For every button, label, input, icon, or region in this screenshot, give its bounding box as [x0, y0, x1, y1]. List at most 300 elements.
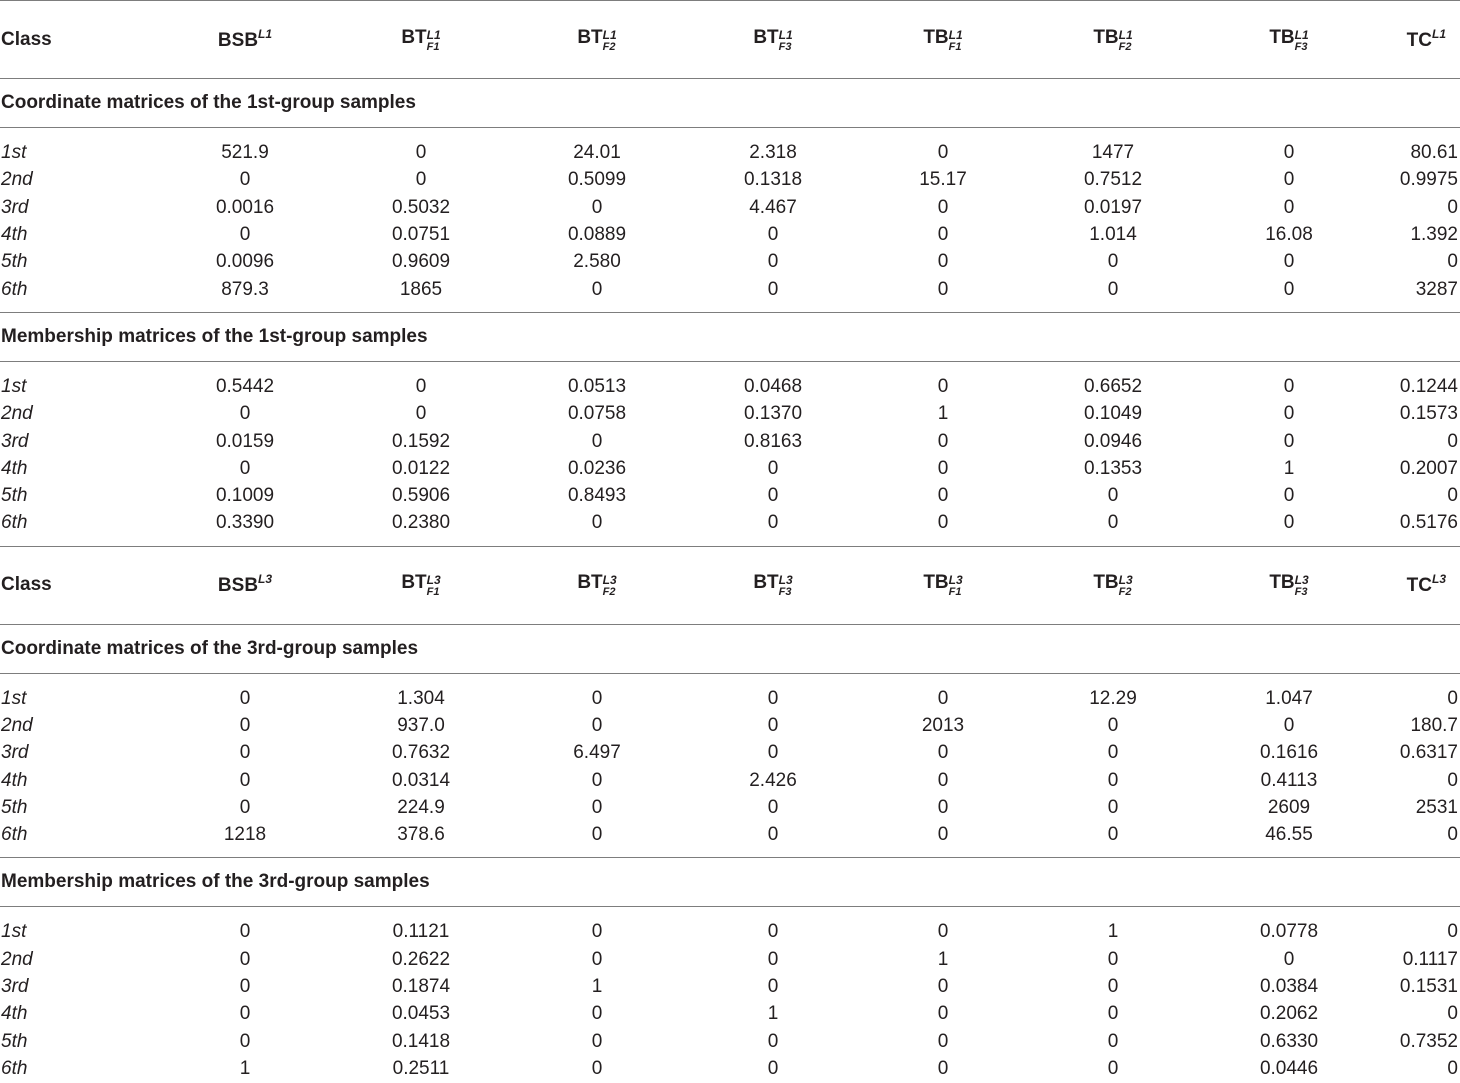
table-cell: 0 — [767, 224, 779, 246]
column-header-tc — [1390, 546, 1460, 624]
table-cell: 0 — [1447, 196, 1458, 218]
table-cell: 0 — [1107, 1057, 1119, 1079]
table-cell: 0 — [767, 1030, 779, 1052]
table-cell: 0 — [591, 687, 603, 709]
table-cell: 0.0314 — [391, 769, 451, 791]
table-cell: 0 — [767, 976, 779, 998]
table-cell: 0 — [1447, 430, 1458, 452]
column-header-bt-f1 — [346, 1, 496, 79]
table-cell: 0.2062 — [1259, 1003, 1319, 1025]
table-cell: 0 — [937, 796, 949, 818]
column-header-symbol — [1269, 573, 1308, 598]
column-header-scripts — [779, 574, 793, 598]
table-cell: 0.0159 — [215, 430, 275, 452]
row-label: 6th — [1, 512, 28, 534]
table-cell: 0 — [1283, 251, 1295, 273]
table-cell: 0 — [239, 1030, 251, 1052]
table-cell: 0 — [1447, 1003, 1458, 1025]
column-header-base: BT — [401, 572, 427, 594]
table-cell: 0 — [937, 375, 949, 397]
table-cell: 0.1117 — [1402, 948, 1458, 970]
table-cell: 0 — [1107, 1003, 1119, 1025]
table-cell: 3287 — [1415, 278, 1458, 300]
table-cell: 0 — [937, 512, 949, 534]
table-cell: 0.0384 — [1259, 976, 1319, 998]
column-header-superscript: L3 — [1431, 572, 1446, 587]
table-row — [0, 221, 1460, 248]
column-header-symbol — [577, 573, 616, 598]
table-cell: 0 — [239, 769, 251, 791]
spacer-row — [0, 537, 1460, 547]
column-header-symbol — [753, 573, 792, 598]
table-cell: 1 — [1107, 921, 1119, 943]
table-cell: 1 — [767, 1003, 779, 1025]
column-header-superscript: L3 — [258, 572, 273, 587]
table-cell: 12.29 — [1089, 687, 1137, 709]
table-cell: 0 — [239, 921, 251, 943]
table-cell: 0.9975 — [1399, 169, 1458, 191]
column-header-superscript: L1 — [1431, 26, 1446, 41]
table-cell: 1 — [937, 403, 949, 425]
table-cell: 0.8493 — [567, 485, 627, 507]
table-cell: 0.0236 — [567, 457, 627, 479]
row-label: 3rd — [1, 742, 29, 764]
column-header-base: BT — [577, 26, 603, 48]
table-cell: 0.1418 — [391, 1030, 451, 1052]
column-header-symbol — [1407, 28, 1446, 50]
table-cell: 1.047 — [1265, 687, 1313, 709]
row-label: 3rd — [1, 430, 29, 452]
column-header-subscript: F3 — [778, 586, 792, 599]
table-row — [0, 166, 1460, 193]
column-header-base: TB — [1093, 26, 1119, 48]
column-header-superscript: L3 — [778, 573, 793, 588]
table-cell: 0 — [937, 824, 949, 846]
column-header-scripts — [1295, 574, 1309, 598]
column-header-subscript: F1 — [426, 586, 440, 599]
table-cell: 0.6317 — [1399, 742, 1458, 764]
table-cell: 0 — [937, 196, 949, 218]
table-cell: 0 — [767, 742, 779, 764]
spacer-cell — [0, 128, 1460, 140]
table-cell: 0 — [1107, 742, 1119, 764]
table-cell: 0 — [937, 1003, 949, 1025]
table-cell: 1218 — [223, 824, 267, 846]
table-cell: 0 — [591, 769, 603, 791]
table-cell: 224.9 — [397, 796, 445, 818]
header-row — [0, 546, 1460, 624]
table-cell: 0 — [239, 742, 251, 764]
column-header-symbol — [401, 573, 440, 598]
section-title: Membership matrices of the 1st-group samples — [0, 312, 1460, 361]
table-cell: 0 — [767, 948, 779, 970]
table-cell: 0.5176 — [1399, 512, 1458, 534]
table-row — [0, 482, 1460, 509]
column-header-symbol — [218, 28, 272, 50]
table-cell: 0 — [767, 796, 779, 818]
column-header-scripts — [779, 29, 793, 53]
column-header-superscript: L1 — [1118, 27, 1133, 42]
table-cell: 0 — [239, 976, 251, 998]
table-row — [0, 139, 1460, 166]
table-cell: 0.1353 — [1083, 457, 1143, 479]
table-cell: 0 — [1107, 1030, 1119, 1052]
table-cell: 0.4113 — [1260, 769, 1318, 791]
table-cell: 0.0446 — [1259, 1057, 1319, 1079]
table-cell: 180.7 — [1410, 715, 1458, 736]
table-cell: 1.392 — [1410, 224, 1458, 246]
table-cell: 0.1573 — [1399, 403, 1458, 425]
table-cell: 0.7512 — [1083, 169, 1143, 191]
table-cell: 0.0751 — [391, 224, 451, 246]
column-header-tb-f3 — [1188, 1, 1390, 79]
table-cell: 0 — [1283, 512, 1295, 534]
table-row — [0, 1055, 1460, 1082]
table-cell: 0 — [937, 224, 949, 246]
table-cell: 0.5032 — [391, 196, 451, 218]
table-cell: 0 — [1447, 687, 1458, 709]
row-label: 1st — [1, 687, 27, 709]
row-label: 5th — [1, 251, 28, 273]
table-row — [0, 794, 1460, 821]
row-label: 5th — [1, 485, 28, 507]
table-cell: 0 — [1447, 921, 1458, 943]
section-title: Coordinate matrices of the 1st-group samples — [0, 79, 1460, 128]
column-header-base: TB — [923, 26, 949, 48]
table-cell: 0.1592 — [391, 430, 451, 452]
column-header-symbol — [923, 573, 962, 598]
table-cell: 0 — [239, 948, 251, 970]
column-header-tb-f1 — [848, 546, 1038, 624]
table-cell: 0 — [239, 715, 251, 736]
table-cell: 0.1244 — [1399, 375, 1458, 397]
column-header-bt-f3 — [698, 1, 848, 79]
row-label: 5th — [1, 1030, 28, 1052]
column-header-superscript: L3 — [948, 573, 963, 588]
table-cell: 0.3390 — [215, 512, 275, 534]
column-header-superscript: L1 — [778, 27, 793, 42]
table-cell: 0 — [415, 403, 427, 425]
column-header-base: BSB — [217, 29, 259, 51]
column-header-bsb — [144, 1, 346, 79]
table-cell: 0 — [1283, 375, 1295, 397]
table-row — [0, 1000, 1460, 1027]
table-cell: 24.01 — [573, 142, 621, 164]
class-column-header: Class — [0, 1, 144, 79]
spacer-row — [0, 907, 1460, 919]
table-cell: 0 — [937, 921, 949, 943]
table-cell: 0 — [1447, 485, 1458, 507]
table-cell: 0.9609 — [391, 251, 451, 273]
table-cell: 0 — [591, 1003, 603, 1025]
column-header-subscript: F2 — [602, 586, 616, 599]
table-cell: 0 — [767, 278, 779, 300]
table-cell: 0 — [591, 278, 603, 300]
column-header-bsb — [144, 546, 346, 624]
column-header-scripts — [603, 29, 617, 53]
table-cell: 0.1874 — [391, 976, 451, 998]
table-cell: 0 — [937, 687, 949, 709]
table-cell: 0 — [1283, 715, 1295, 736]
spacer-row — [0, 303, 1460, 313]
table-cell: 0 — [937, 142, 949, 164]
table-cell: 0.7632 — [391, 742, 451, 764]
table-row — [0, 946, 1460, 973]
column-header-subscript: F2 — [1118, 40, 1132, 53]
column-header-superscript: L1 — [258, 26, 273, 41]
table-cell: 0 — [1283, 169, 1295, 191]
table-cell: 46.55 — [1265, 824, 1313, 846]
row-label: 1st — [1, 921, 27, 943]
spacer-cell — [0, 303, 1460, 313]
row-label: 6th — [1, 824, 28, 846]
table-cell: 0.0096 — [215, 251, 275, 273]
column-header-base: BT — [753, 572, 779, 594]
table-cell: 0 — [239, 457, 251, 479]
column-header-base: BT — [577, 572, 603, 594]
table-cell: 0 — [239, 403, 251, 425]
table-cell: 0 — [937, 430, 949, 452]
table-cell: 0 — [239, 687, 251, 709]
table-cell: 0 — [591, 1057, 603, 1079]
table-row — [0, 427, 1460, 454]
column-header-superscript: L1 — [948, 27, 963, 42]
table-cell: 937.0 — [397, 715, 445, 736]
table-cell: 0 — [1447, 251, 1458, 273]
column-header-symbol — [218, 573, 272, 595]
section-title: Membership matrices of the 3rd-group samples — [0, 858, 1460, 907]
table-cell: 0.5442 — [215, 375, 275, 397]
table-cell: 0.0946 — [1083, 430, 1143, 452]
table-row — [0, 685, 1460, 712]
column-header-subscript: F1 — [426, 40, 440, 53]
column-header-tc — [1390, 1, 1460, 79]
table-cell: 0 — [1107, 824, 1119, 846]
spacer-cell — [0, 537, 1460, 547]
table-cell: 0.1009 — [215, 485, 275, 507]
row-label: 4th — [1, 224, 28, 246]
table-row — [0, 373, 1460, 400]
table-cell: 1 — [239, 1057, 251, 1079]
table-cell: 0.0758 — [567, 403, 627, 425]
column-header-scripts — [1295, 29, 1309, 53]
table-cell: 0 — [767, 512, 779, 534]
table-cell: 521.9 — [221, 142, 269, 164]
table-cell: 2013 — [921, 715, 965, 736]
column-header-base: TC — [1406, 29, 1432, 51]
table-cell: 0.0513 — [567, 375, 627, 397]
column-header-base: BT — [753, 26, 779, 48]
spacer-row — [0, 673, 1460, 685]
column-header-symbol — [1093, 28, 1132, 53]
row-label: 2nd — [1, 169, 33, 191]
row-label: 4th — [1, 457, 28, 479]
section-row — [0, 624, 1460, 673]
spacer-cell — [0, 673, 1460, 685]
table-cell: 0 — [937, 251, 949, 273]
column-header-base: TB — [923, 572, 949, 594]
table-cell: 0.1616 — [1259, 742, 1319, 764]
table-cell: 0.0453 — [391, 1003, 451, 1025]
column-header-tb-f3 — [1188, 546, 1390, 624]
table-cell: 0 — [1283, 403, 1295, 425]
table-cell: 0 — [591, 796, 603, 818]
table-cell: 0 — [937, 1030, 949, 1052]
table-cell: 0 — [591, 948, 603, 970]
table-cell: 0.1370 — [743, 403, 803, 425]
table-cell: 0 — [937, 742, 949, 764]
table-cell: 0.1121 — [392, 921, 450, 943]
column-header-base: TB — [1269, 572, 1295, 594]
row-label: 5th — [1, 796, 28, 818]
table-cell: 1.304 — [397, 687, 445, 709]
row-label: 4th — [1, 1003, 28, 1025]
table-row — [0, 712, 1460, 739]
table-cell: 0.2622 — [391, 948, 451, 970]
table-cell: 0.8163 — [743, 430, 803, 452]
class-column-header: Class — [0, 546, 144, 624]
table-cell: 0 — [937, 976, 949, 998]
table-cell: 0.7352 — [1399, 1030, 1458, 1052]
row-label: 4th — [1, 769, 28, 791]
row-label: 2nd — [1, 948, 33, 970]
table-cell: 0 — [1107, 485, 1119, 507]
table-cell: 0.0889 — [567, 224, 627, 246]
section-row — [0, 858, 1460, 907]
section-title: Coordinate matrices of the 3rd-group samples — [0, 624, 1460, 673]
table-cell: 0.6330 — [1259, 1030, 1319, 1052]
column-header-subscript: F3 — [1294, 586, 1308, 599]
row-label: 6th — [1, 278, 28, 300]
table-cell: 378.6 — [397, 824, 445, 846]
table-cell: 2531 — [1415, 796, 1458, 818]
table-cell: 1 — [937, 948, 949, 970]
column-header-symbol — [1407, 573, 1446, 595]
table-cell: 0 — [1447, 1057, 1458, 1079]
column-header-bt-f2 — [496, 1, 698, 79]
column-header-symbol — [401, 28, 440, 53]
table-cell: 0.0468 — [743, 375, 803, 397]
spacer-row — [0, 848, 1460, 858]
table-cell: 0 — [239, 1003, 251, 1025]
table-cell: 0 — [591, 715, 603, 736]
section-row — [0, 79, 1460, 128]
table-cell: 0.2007 — [1399, 457, 1458, 479]
table-cell: 0 — [415, 169, 427, 191]
table-row — [0, 194, 1460, 221]
column-header-superscript: L3 — [1118, 573, 1133, 588]
table-cell: 0 — [767, 824, 779, 846]
table-cell: 80.61 — [1410, 142, 1458, 164]
table-cell: 2609 — [1267, 796, 1311, 818]
table-row — [0, 509, 1460, 536]
spacer-cell — [0, 848, 1460, 858]
column-header-symbol — [577, 28, 616, 53]
column-header-symbol — [753, 28, 792, 53]
table-cell: 1 — [1283, 457, 1295, 479]
table-cell: 0 — [767, 715, 779, 736]
column-header-scripts — [427, 29, 441, 53]
table-cell: 0 — [1447, 769, 1458, 791]
table-cell: 0 — [239, 224, 251, 246]
column-header-superscript: L3 — [426, 573, 441, 588]
column-header-bt-f2 — [496, 546, 698, 624]
column-header-scripts — [949, 574, 963, 598]
table-row — [0, 766, 1460, 793]
table-cell: 0 — [1107, 796, 1119, 818]
table-cell: 0 — [591, 1030, 603, 1052]
spacer-cell — [0, 907, 1460, 919]
column-header-scripts — [603, 574, 617, 598]
spacer-row — [0, 361, 1460, 373]
column-header-tb-f2 — [1038, 1, 1188, 79]
table-cell: 16.08 — [1265, 224, 1313, 246]
table-cell: 0.1531 — [1399, 976, 1458, 998]
column-header-bt-f3 — [698, 546, 848, 624]
table-cell: 1.014 — [1089, 224, 1137, 246]
table-cell: 0 — [1107, 715, 1119, 736]
table-row — [0, 1028, 1460, 1055]
row-label: 2nd — [1, 715, 33, 736]
table-cell: 0 — [1283, 278, 1295, 300]
table-row — [0, 918, 1460, 945]
table-cell: 0 — [1283, 196, 1295, 218]
row-label: 1st — [1, 375, 27, 397]
header-row — [0, 1, 1460, 79]
table-cell: 0 — [1107, 251, 1119, 273]
table-row — [0, 973, 1460, 1000]
table-cell: 0 — [415, 375, 427, 397]
column-header-subscript: F2 — [602, 40, 616, 53]
table-cell: 0.2380 — [391, 512, 451, 534]
column-header-base: BT — [401, 26, 427, 48]
table-cell: 2.318 — [749, 142, 797, 164]
column-header-subscript: F3 — [1294, 40, 1308, 53]
row-label: 1st — [1, 142, 27, 164]
column-header-symbol — [1093, 573, 1132, 598]
table-cell: 0.6652 — [1083, 375, 1143, 397]
spacer-cell — [0, 361, 1460, 373]
table-cell: 15.17 — [919, 169, 967, 191]
table-cell: 0.5099 — [567, 169, 627, 191]
column-header-symbol — [923, 28, 962, 53]
table-cell: 0 — [937, 457, 949, 479]
column-header-symbol — [1269, 28, 1308, 53]
table-cell: 2.580 — [573, 251, 621, 273]
column-header-base: TC — [1406, 575, 1432, 597]
table-cell: 0 — [767, 687, 779, 709]
table-cell: 0.0016 — [215, 196, 275, 218]
column-header-subscript: F3 — [778, 40, 792, 53]
table-cell: 0.0197 — [1083, 196, 1143, 218]
table-row — [0, 821, 1460, 848]
table-cell: 0 — [591, 196, 603, 218]
table-row — [0, 400, 1460, 427]
table-cell: 0.2511 — [392, 1057, 450, 1079]
table-row — [0, 739, 1460, 766]
column-header-bt-f1 — [346, 546, 496, 624]
table-cell: 0 — [1107, 948, 1119, 970]
table-cell: 0 — [591, 921, 603, 943]
table-cell: 0 — [937, 769, 949, 791]
table-cell: 0 — [1283, 430, 1295, 452]
table-cell: 0.0122 — [391, 457, 451, 479]
table-cell: 0 — [1107, 769, 1119, 791]
table-cell: 0 — [239, 169, 251, 191]
table-cell: 0 — [591, 824, 603, 846]
section-row — [0, 312, 1460, 361]
table-cell: 0 — [767, 1057, 779, 1079]
